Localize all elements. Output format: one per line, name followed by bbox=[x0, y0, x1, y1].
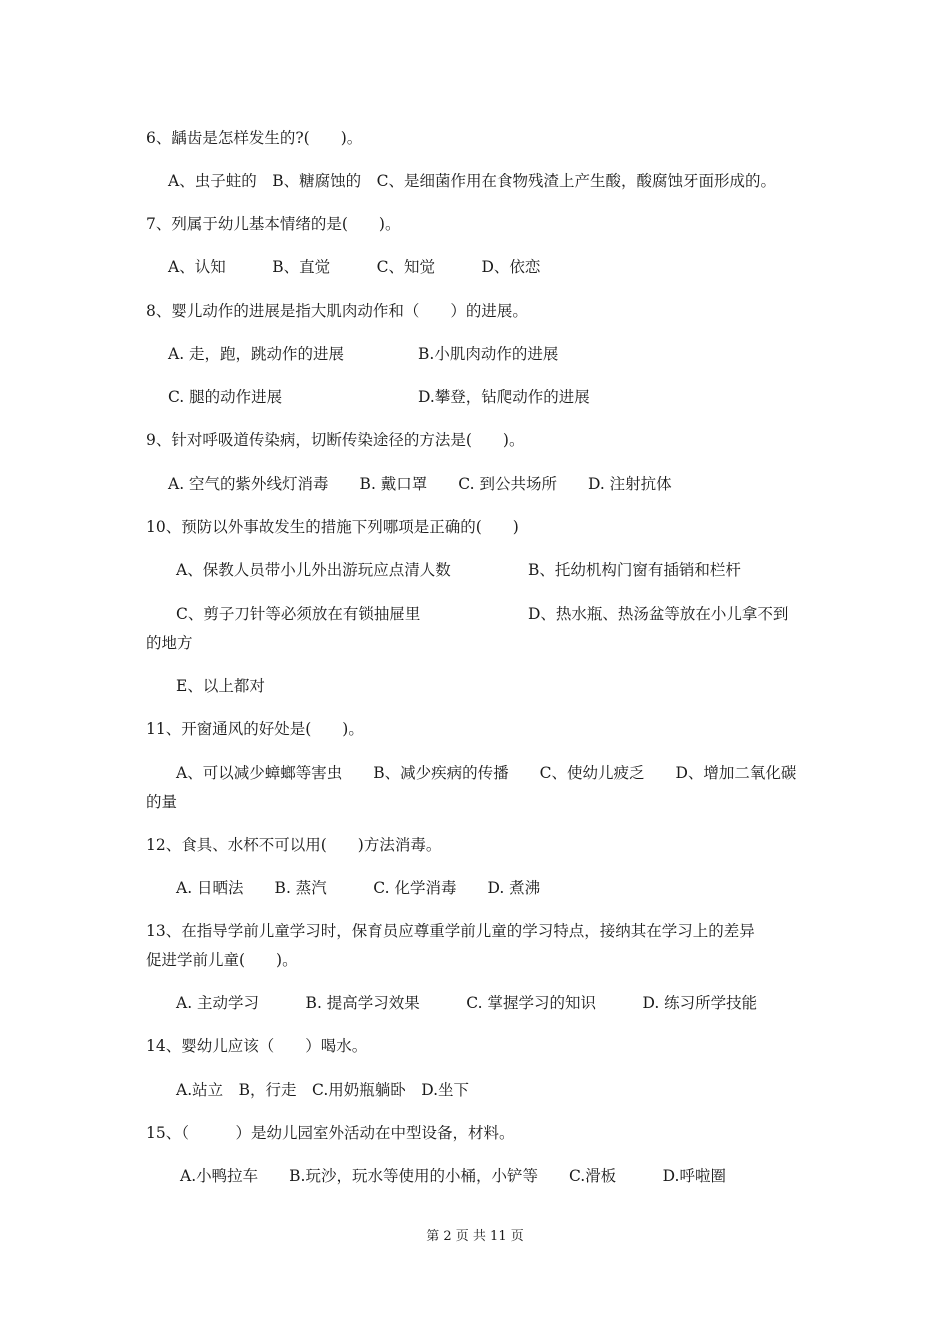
question-12-options: A. 日晒法 B. 蒸汽 C. 化学消毒 D. 煮沸 bbox=[176, 879, 541, 897]
question-14-stem: 14、婴幼儿应该（ ）喝水。 bbox=[146, 1037, 368, 1055]
question-13-stem: 13、在指导学前儿童学习时，保育员应尊重学前儿童的学习特点，接纳其在学习上的差异 bbox=[146, 922, 755, 940]
question-10-option-d: D、热水瓶、热汤盆等放在小儿拿不到 bbox=[528, 605, 789, 623]
question-6-stem: 6、龋齿是怎样发生的?( )。 bbox=[146, 129, 363, 147]
question-10-stem: 10、预防以外事故发生的措施下列哪项是正确的( ) bbox=[146, 518, 519, 536]
question-8-stem: 8、婴儿动作的进展是指大肌肉动作和（ ）的进展。 bbox=[146, 302, 528, 320]
question-8-option-b: B.小肌肉动作的进展 bbox=[418, 345, 559, 363]
question-10-option-b: B、托幼机构门窗有插销和栏杆 bbox=[528, 561, 741, 579]
question-10-option-e: E、以上都对 bbox=[176, 677, 265, 695]
question-10-option-c: C、剪子刀针等必须放在有锁抽屉里 bbox=[176, 605, 421, 623]
question-10-option-a: A、保教人员带小儿外出游玩应点清人数 bbox=[176, 561, 451, 579]
question-14-options: A.站立 B，行走 C.用奶瓶躺卧 D.坐下 bbox=[176, 1081, 470, 1099]
question-8-option-c: C. 腿的动作进展 bbox=[168, 388, 283, 406]
page-number-footer: 第 2 页 共 11 页 bbox=[426, 1229, 524, 1244]
question-8-option-a: A. 走，跑，跳动作的进展 bbox=[168, 345, 345, 363]
question-15-options: A.小鸭拉车 B.玩沙，玩水等使用的小桶，小铲等 C.滑板 D.呼啦圈 bbox=[180, 1167, 726, 1185]
question-13-stem-continued: 促进学前儿童( )。 bbox=[146, 951, 298, 969]
question-15-stem: 15、（ ）是幼儿园室外活动在中型设备，材料。 bbox=[146, 1124, 515, 1142]
question-9-options: A. 空气的紫外线灯消毒 B. 戴口罩 C. 到公共场所 D. 注射抗体 bbox=[168, 475, 672, 493]
question-11-stem: 11、开窗通风的好处是( )。 bbox=[146, 720, 364, 738]
question-12-stem: 12、食具、水杯不可以用( )方法消毒。 bbox=[146, 836, 442, 854]
question-7-options: A、认知 B、直觉 C、知觉 D、依恋 bbox=[168, 258, 541, 276]
question-8-option-d: D.攀登，钻爬动作的进展 bbox=[418, 388, 590, 406]
question-11-options-continued: 的量 bbox=[146, 793, 178, 811]
question-11-options: A、可以减少蟑螂等害虫 B、减少疾病的传播 C、使幼儿疲乏 D、增加二氧化碳 bbox=[176, 764, 797, 782]
question-7-stem: 7、列属于幼儿基本情绪的是( )。 bbox=[146, 215, 401, 233]
question-6-options: A、虫子蛀的 B、糖腐蚀的 C、是细菌作用在食物残渣上产生酸，酸腐蚀牙面形成的。 bbox=[168, 172, 776, 190]
question-9-stem: 9、针对呼吸道传染病，切断传染途径的方法是( )。 bbox=[146, 431, 525, 449]
question-10-option-d-continued: 的地方 bbox=[146, 634, 193, 652]
question-13-options: A. 主动学习 B. 提高学习效果 C. 掌握学习的知识 D. 练习所学技能 bbox=[176, 994, 758, 1012]
